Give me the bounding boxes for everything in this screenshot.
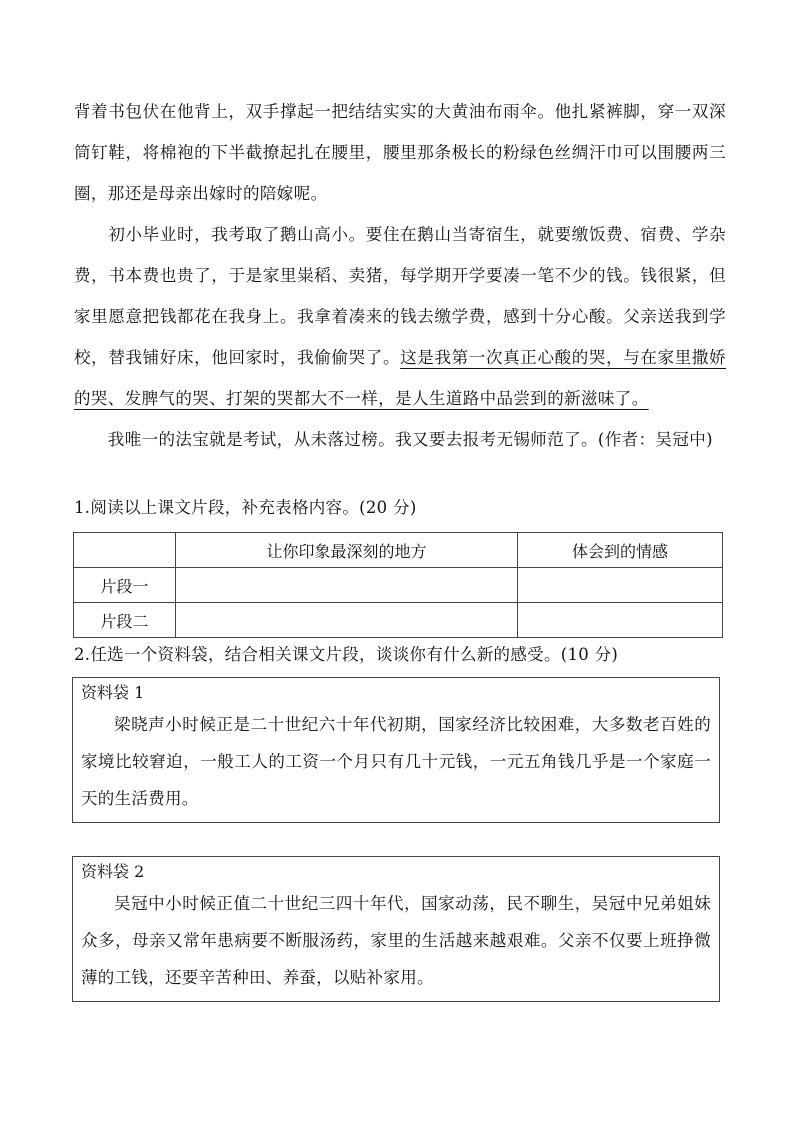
answer-cell-impression[interactable]: [176, 568, 518, 603]
material-box-1: [72, 677, 720, 823]
passage-paragraph-3: 我唯一的法宝就是考试，从未落过榜。我又要去报考无锡师范了。(作者：吴冠中): [74, 430, 713, 449]
material-box-title: 资料袋 1: [81, 683, 145, 702]
table-header-cell: 体会到的情感: [518, 533, 723, 568]
passage-paragraph-2-text: 初小毕业时，我考取了鹅山高小。要住在鹅山当寄宿生，就要缴饭费、宿费、学杂费，书本费也贵了，于是家里粜稻、卖猪，每学期开学要凑一笔不少的钱。钱很紧，但家里愿意把钱都花在我身上。我拿着凑来的钱去缴学费，感到十分心酸。父亲送我到学校，替我铺好床，他回家时，我偷偷哭了。: [74, 225, 726, 367]
table-header-cell: [74, 533, 176, 568]
table-row: [74, 603, 723, 638]
answer-cell-emotion[interactable]: [518, 568, 723, 603]
passage-paragraph-1: 背着书包伏在他背上，双手撑起一把结结实实的大黄油布雨伞。他扎紧裤脚，穿一双深筒钉鞋，将棉袍的下半截撩起扎在腰里，腰里那条极长的粉绿色丝绸汗巾可以围腰两三圈，那还是母亲出嫁时的陪嫁呢。: [74, 102, 726, 203]
material-box-text: 梁晓声小时候正是二十世纪六十年代初期，国家经济比较困难，大多数老百姓的家境比较窘迫，一般工人的工资一个月只有几十元钱，一元五角钱几乎是一个家庭一天的生活费用。: [81, 715, 711, 808]
table-header-row: [74, 533, 723, 568]
table-row: [74, 568, 723, 603]
answer-table: [73, 532, 723, 638]
material-box-text: 吴冠中小时候正值二十世纪三四十年代，国家动荡，民不聊生，吴冠中兄弟姐妹众多，母亲又常年患病要不断服汤药，家里的生活越来越艰难。父亲不仅要上班挣微薄的工钱，还要辛苦种田、养蚕，以贴补家用。: [81, 894, 711, 987]
row-label: 片段一: [74, 568, 176, 603]
underlined-sentence: 这是我第一次真正心酸的哭，与在家里撒娇的哭、发脾气的哭、打架的哭都大不一样，是人生道路中品尝到的新滋味了。: [74, 348, 726, 408]
material-box-2: [72, 856, 720, 1002]
answer-cell-impression[interactable]: [176, 603, 518, 638]
row-label: 片段二: [74, 603, 176, 638]
material-box-title: 资料袋 2: [81, 862, 145, 881]
question-1-prompt: 1.阅读以上课文片段，补充表格内容。(20 分): [74, 498, 417, 517]
answer-cell-emotion[interactable]: [518, 603, 723, 638]
table-header-cell: 让你印象最深刻的地方: [176, 533, 518, 568]
passage-paragraph-2: [74, 214, 726, 419]
question-2-prompt: 2.任选一个资料袋，结合相关课文片段，谈谈你有什么新的感受。(10 分): [74, 645, 619, 664]
